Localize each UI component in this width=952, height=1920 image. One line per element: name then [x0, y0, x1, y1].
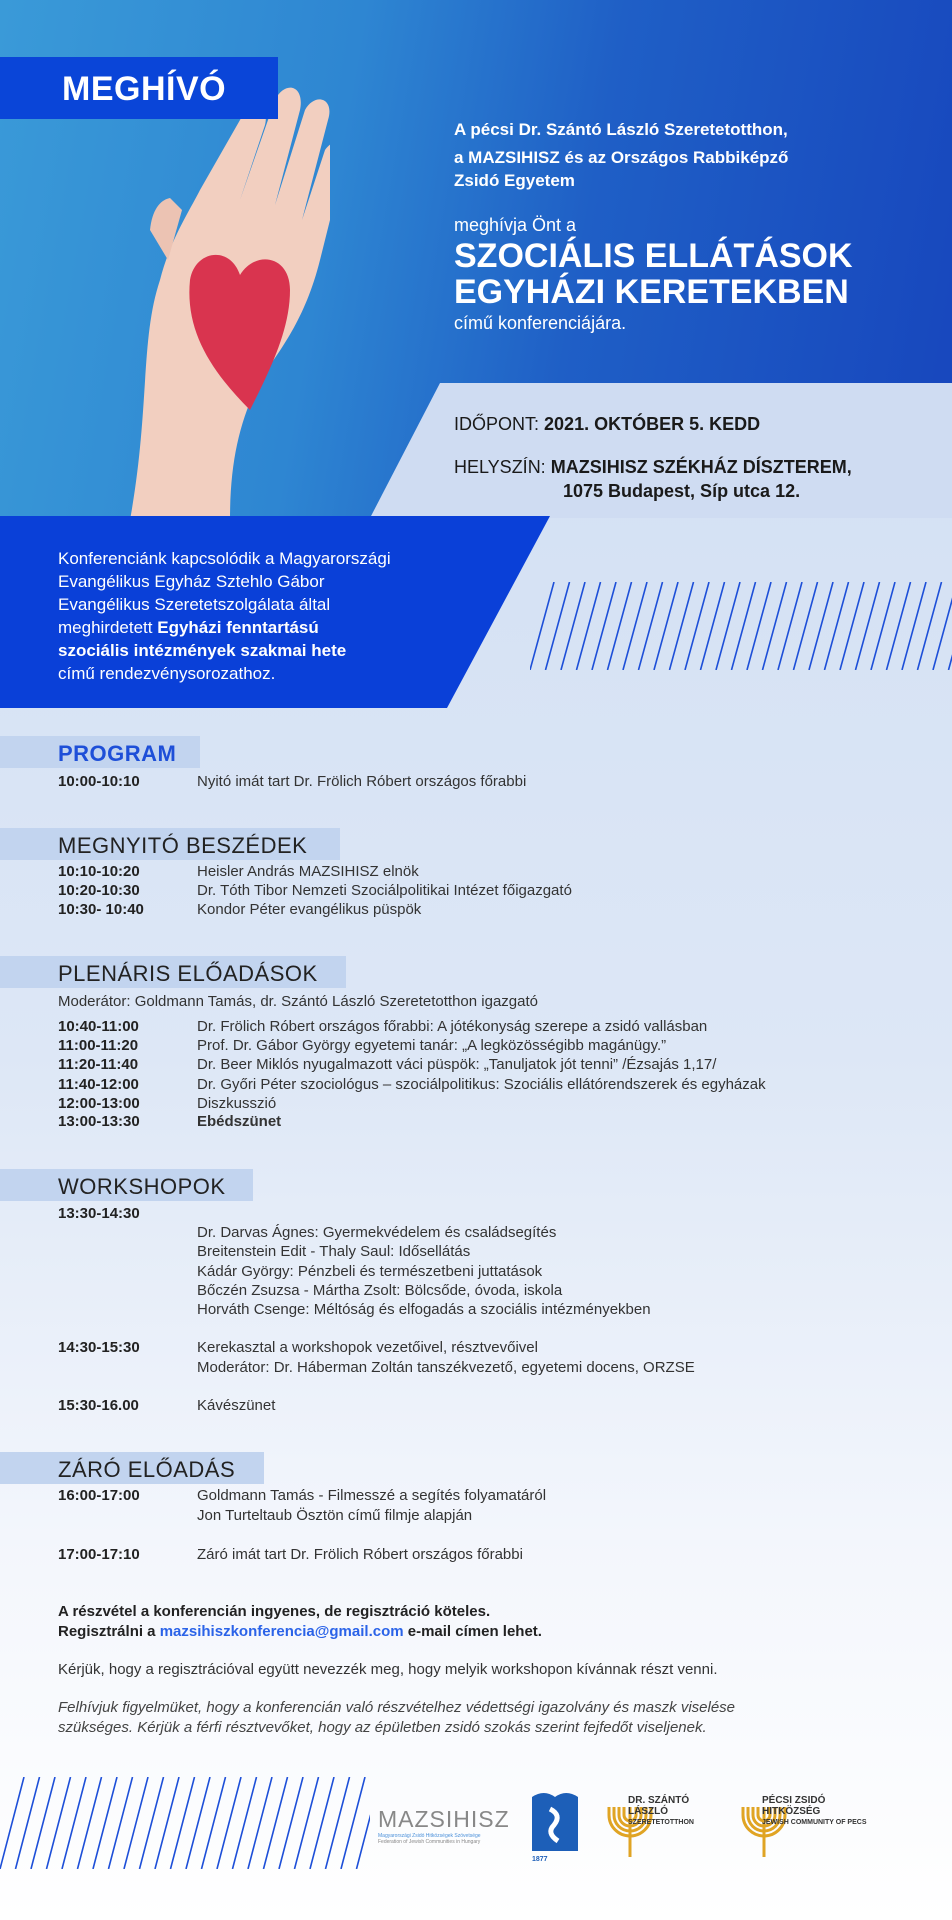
table-row [58, 1075, 766, 1094]
desc: Dr. Győri Péter szociológus – szociálpolitikus: Szociális ellátórendszerek és egyházak [197, 1076, 766, 1093]
workshop-item [197, 1242, 470, 1261]
moderator [197, 1358, 695, 1377]
logo-line: JEWISH COMMUNITY OF PECS [762, 1819, 867, 1826]
table-row [58, 1545, 523, 1564]
stripe [233, 1777, 257, 1869]
desc: Nyitó imát tart Dr. Frölich Róbert országos főrabbi [197, 773, 527, 790]
place-value: MAZSIHISZ SZÉKHÁZ DÍSZTEREM, [550, 457, 852, 477]
stripe [654, 582, 678, 670]
stripe [949, 582, 952, 670]
moderator [58, 992, 538, 1011]
stripe [763, 582, 787, 670]
stripe [639, 582, 663, 670]
table-row [58, 1055, 716, 1074]
conference-title-1: SZOCIÁLIS ELLÁTÁSOK [454, 237, 853, 275]
stripe [608, 582, 632, 670]
note-line: szükséges. Kérjük a férfi résztvevőket, hogy az épületben zsidó szokás szerint fejfedőt viseljenek. [58, 1719, 707, 1736]
table-row [58, 772, 526, 791]
conference-title-2: EGYHÁZI KERETEKBEN [454, 273, 849, 311]
desc: Záró imát tart Dr. Frölich Róbert országos főrabbi [197, 1546, 523, 1563]
notice-text [58, 547, 478, 685]
hand-heart-image [90, 80, 330, 520]
stripe [310, 1777, 334, 1869]
email-link[interactable]: mazsihiszkonferencia@gmail.com [159, 1623, 404, 1640]
stripe [140, 1777, 164, 1869]
time: 11:00-11:20 [58, 1037, 139, 1054]
time: 11:40-12:00 [58, 1076, 139, 1093]
orzse-logo [532, 1789, 578, 1863]
register-pre: Regisztrálni a [58, 1623, 160, 1640]
table-row [58, 1017, 707, 1036]
section-plenary: PLENÁRIS ELŐADÁSOK [0, 956, 346, 988]
time: 10:10-10:20 [58, 863, 140, 880]
place-label: HELYSZÍN: [454, 457, 546, 477]
stripe [670, 582, 694, 670]
table-row [58, 900, 421, 919]
stripe [357, 1777, 371, 1869]
date-label: IDŐPONT: [454, 414, 540, 434]
stripe [264, 1777, 288, 1869]
logo-line: LÁSZLÓ [628, 1806, 668, 1817]
stripe [109, 1777, 133, 1869]
register-line [58, 1622, 542, 1642]
time: 10:00-10:10 [58, 773, 140, 790]
stripe [902, 582, 926, 670]
table-row [58, 1036, 666, 1055]
desc: Dr. Darvas Ágnes: Gyermekvédelem és családsegítés [197, 1224, 557, 1241]
mazsihisz-sub: Federation of Jewish Communities in Hungary [378, 1839, 481, 1845]
stripe [171, 1777, 195, 1869]
logo-line: PÉCSI ZSIDÓ [762, 1795, 826, 1806]
desc: Kávészünet [197, 1397, 276, 1414]
section-closing: ZÁRÓ ELŐADÁS [0, 1452, 264, 1484]
stripe [887, 582, 911, 670]
stripe [825, 582, 849, 670]
time: 10:20-10:30 [58, 882, 140, 899]
stripe [16, 1777, 40, 1869]
desc: Horváth Csenge: Méltóság és elfogadás a szociális intézményekben [197, 1301, 651, 1318]
stripe [155, 1777, 179, 1869]
time: 15:30-16.00 [58, 1397, 139, 1414]
desc: Heisler András MAZSIHISZ elnök [197, 863, 419, 880]
workshop-item [197, 1281, 562, 1300]
invites-text: meghívja Önt a [454, 215, 577, 235]
logo-line: HITKÖZSÉG [762, 1806, 821, 1817]
orzse-year: 1877 [532, 1856, 548, 1863]
time: 16:00-17:00 [58, 1487, 140, 1504]
mazsihisz-logo [378, 1806, 510, 1845]
stripe [809, 582, 833, 670]
stripe [341, 1777, 365, 1869]
time: 11:20-11:40 [58, 1056, 139, 1073]
table-row [58, 1396, 275, 1415]
stripe [716, 582, 740, 670]
workshop-item [197, 1300, 651, 1319]
desc: Prof. Dr. Gábor György egyetemi tanár: „A legközösségibb magánügy.” [197, 1037, 667, 1054]
stripe [124, 1777, 148, 1869]
decorative-stripes [0, 1777, 370, 1869]
stripe [530, 582, 554, 670]
desc: Kerekasztal a workshopok vezetőivel, résztvevőivel [197, 1339, 538, 1356]
stripe [747, 582, 771, 670]
table-row [58, 1338, 538, 1357]
stripe [78, 1777, 102, 1869]
stripe [93, 1777, 117, 1869]
place-line [454, 457, 852, 478]
moderator-text: Moderátor: Goldmann Tamás, dr. Szántó László Szeretetotthon igazgató [58, 993, 538, 1010]
table-row [58, 1094, 276, 1113]
stripe [62, 1777, 86, 1869]
time: 17:00-17:10 [58, 1546, 140, 1563]
notice-line: Evangélikus Egyház Sztehlo Gábor [58, 572, 325, 591]
stripe [701, 582, 725, 670]
table-row [58, 881, 572, 900]
stripe [685, 582, 709, 670]
time: 10:30- 10:40 [58, 901, 144, 918]
stripe [546, 582, 570, 670]
stripe [794, 582, 818, 670]
table-row [58, 1112, 281, 1131]
stripe [31, 1777, 55, 1869]
desc: Moderátor: Dr. Háberman Zoltán tanszékvezető, egyetemi docens, ORZSE [197, 1359, 695, 1376]
notice-text-part: meghirdetett [58, 618, 158, 637]
time: 10:40-11:00 [58, 1018, 139, 1035]
mazsihisz-wordmark: MAZSIHISZ [378, 1806, 510, 1832]
desc: Kádár György: Pénzbeli és természetbeni juttatások [197, 1263, 543, 1280]
notice-bold-part: Egyházi fenntartású [157, 618, 319, 637]
notice-line: Evangélikus Szeretetszolgálata által [58, 595, 331, 614]
stripe [47, 1777, 71, 1869]
desc: Dr. Beer Miklós nyugalmazott váci püspök: „Tanuljatok jót tenni” /Ézsajás 1,17/ [197, 1056, 717, 1073]
invitation-badge: MEGHÍVÓ [0, 57, 278, 119]
logo-line: SZERETETOTTHON [628, 1819, 694, 1826]
szanto-logo [603, 1795, 723, 1859]
stripe [778, 582, 802, 670]
stripe [0, 1777, 24, 1869]
address: 1075 Budapest, Síp utca 12. [563, 481, 801, 501]
section-workshops: WORKSHOPOK [0, 1169, 253, 1201]
time: 12:00-13:00 [58, 1095, 140, 1112]
stripe [732, 582, 756, 670]
register-post: e-mail címen lehet. [403, 1623, 542, 1640]
time: 13:00-13:30 [58, 1113, 140, 1130]
szanto-text [628, 1795, 694, 1828]
free-text: A részvétel a konferencián ingyenes, de regisztráció köteles. [58, 1603, 491, 1620]
workshop-item [197, 1223, 556, 1242]
date-line [454, 414, 760, 435]
stripe [840, 582, 864, 670]
section-program: PROGRAM [0, 736, 200, 768]
desc: Dr. Frölich Róbert országos főrabbi: A jótékonyság szerepe a zsidó vallásban [197, 1018, 708, 1035]
date-value: 2021. OKTÓBER 5. KEDD [544, 414, 761, 434]
hosts-line-3: Zsidó Egyetem [454, 171, 575, 190]
desc: Diszkusszió [197, 1095, 277, 1112]
stripe [326, 1777, 350, 1869]
registration-info [58, 1602, 542, 1642]
notice-line: Konferenciánk kapcsolódik a Magyarországi [58, 549, 391, 568]
decorative-stripes [530, 582, 952, 670]
stripe [248, 1777, 272, 1869]
stripe [279, 1777, 303, 1869]
time: 14:30-15:30 [58, 1339, 140, 1356]
time: 13:30-14:30 [58, 1205, 140, 1222]
stripe [592, 582, 616, 670]
desc: Dr. Tóth Tibor Nemzeti Szociálpolitikai Intézet főigazgató [197, 882, 572, 899]
stripe [217, 1777, 241, 1869]
stripe [623, 582, 647, 670]
book-icon [532, 1789, 578, 1851]
stripe [561, 582, 585, 670]
table-row [58, 1204, 197, 1223]
stripe [295, 1777, 319, 1869]
stripe [933, 582, 952, 670]
desc: Ebédszünet [197, 1113, 282, 1130]
notice-line: szociális intézmények szakmai hete [58, 641, 347, 660]
desc: Kondor Péter evangélikus püspök [197, 901, 422, 918]
table-row [58, 862, 419, 881]
mazsihisz-sub: Magyarországi Zsidó Hitközségek Szövetsége [378, 1833, 481, 1839]
notice-line: című rendezvénysorozathoz. [58, 664, 276, 683]
stripe [856, 582, 880, 670]
stripe [918, 582, 942, 670]
conference-subtitle: című konferenciájára. [454, 313, 627, 333]
workshop-request: Kérjük, hogy a regisztrációval együtt nevezzék meg, hogy melyik workshopon kívánnak részt venni. [58, 1661, 718, 1678]
desc: Breitenstein Edit - Thaly Saul: Idősellátás [197, 1243, 471, 1260]
notice-line [58, 616, 478, 639]
hosts-line-1: A pécsi Dr. Szántó László Szeretetotthon, [454, 120, 788, 139]
workshop-item [197, 1262, 542, 1281]
desc: Bőczén Zsuzsa - Mártha Zsolt: Bölcsőde, óvoda, iskola [197, 1282, 563, 1299]
logo-line: DR. SZÁNTÓ [628, 1795, 690, 1806]
stripe [202, 1777, 226, 1869]
hosts-line-2: a MAZSIHISZ és az Országos Rabbiképző [454, 148, 789, 167]
table-row [58, 1486, 546, 1505]
section-opening: MEGNYITÓ BESZÉDEK [0, 828, 340, 860]
desc: Goldmann Tamás - Filmesszé a segítés folyamatáról [197, 1487, 547, 1504]
covid-note [58, 1698, 735, 1738]
stripe [871, 582, 895, 670]
pecs-community-logo [737, 1795, 907, 1859]
stripe [186, 1777, 210, 1869]
pecs-text [762, 1795, 867, 1828]
note-line: Felhívjuk figyelmüket, hogy a konferencián való részvételhez védettségi igazolvány és maszk viselése [58, 1699, 736, 1716]
desc: Jon Turteltaub Ösztön című filmje alapján [197, 1507, 473, 1524]
table-row-cont [197, 1506, 472, 1525]
stripe [577, 582, 601, 670]
